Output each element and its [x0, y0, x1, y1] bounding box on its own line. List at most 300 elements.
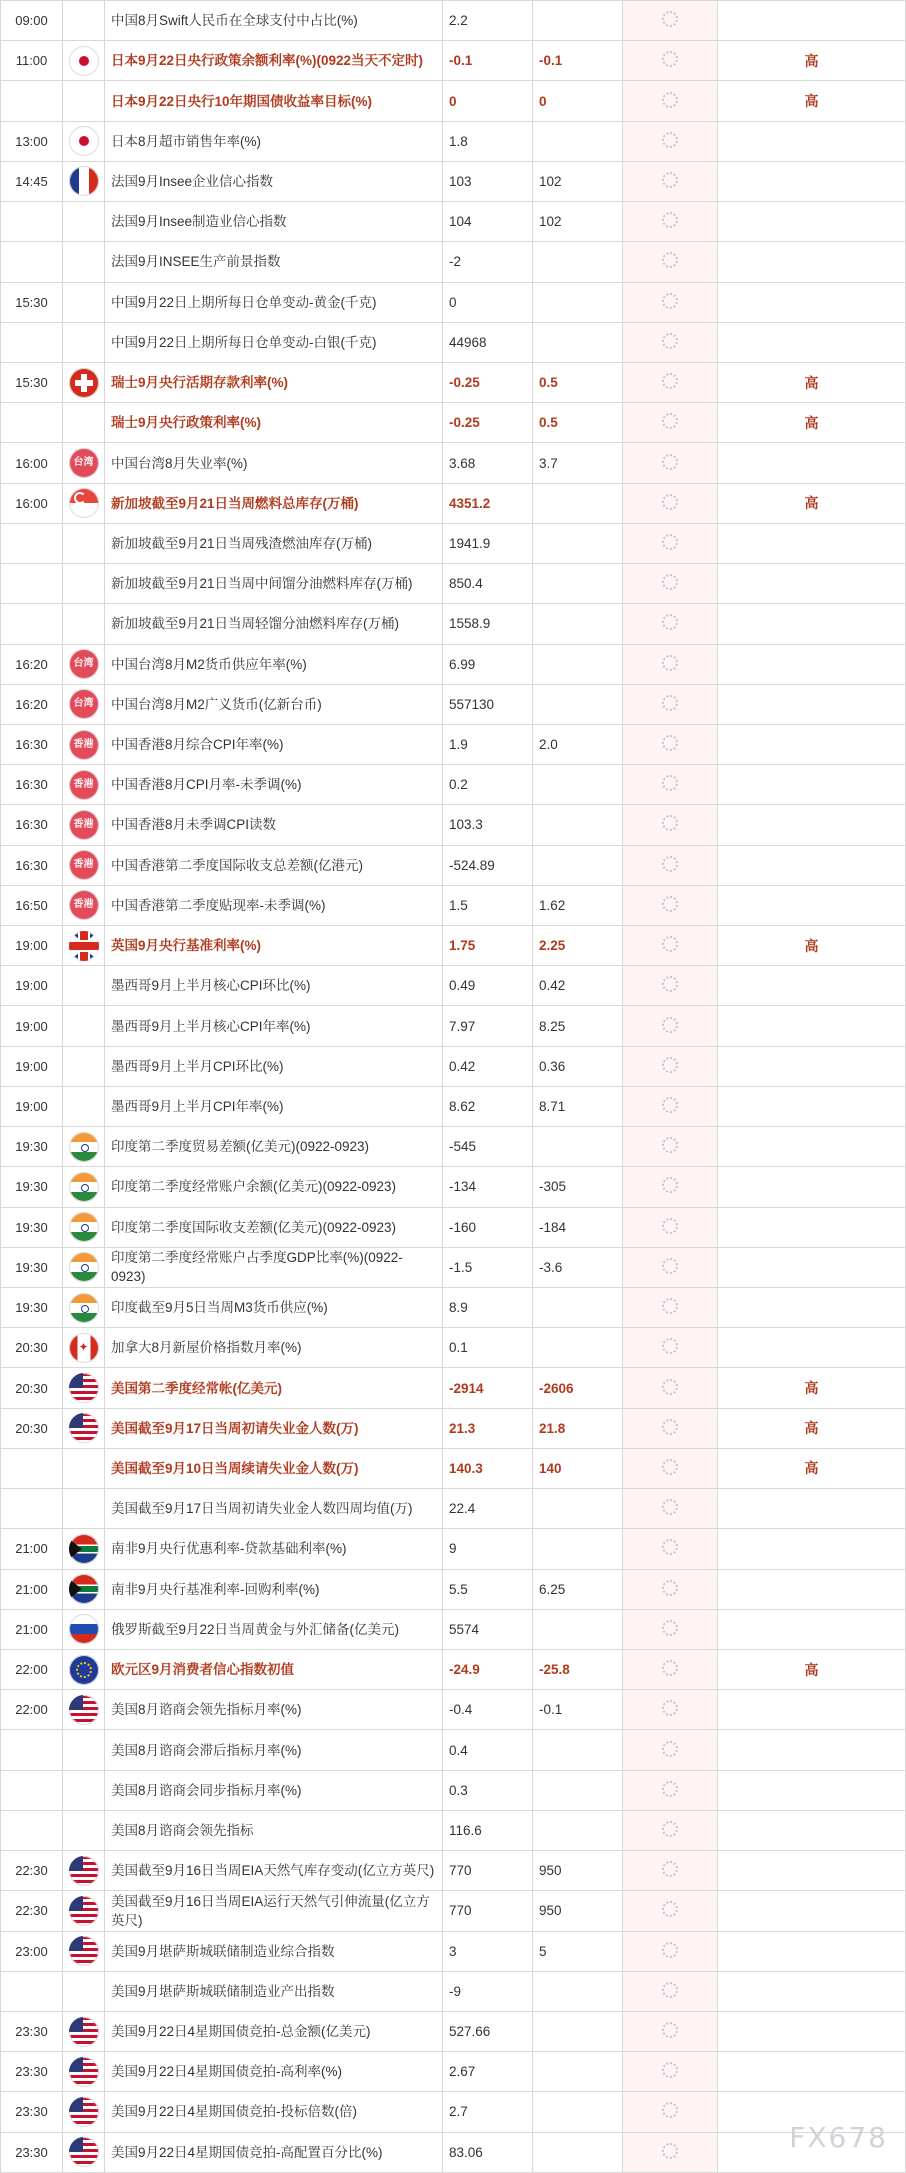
event-time [1, 202, 63, 242]
loading-icon [623, 1690, 718, 1730]
forecast-value: 0 [533, 81, 623, 121]
event-name: 美国9月22日4星期国债竞拍-高配置百分比(%) [105, 2132, 443, 2172]
previous-value: 5574 [443, 1609, 533, 1649]
country-flag-icon [63, 644, 105, 684]
table-row[interactable] [1, 1690, 906, 1730]
table-row[interactable] [1, 1207, 906, 1247]
flag-tw-icon: 台湾 [69, 448, 99, 478]
loading-icon [623, 483, 718, 523]
table-row[interactable] [1, 684, 906, 724]
event-name: 法国9月Insee企业信心指数 [105, 161, 443, 201]
loading-icon [623, 1408, 718, 1448]
event-time [1, 523, 63, 563]
table-row[interactable] [1, 322, 906, 362]
flag-tw-icon: 台湾 [69, 649, 99, 679]
event-name: 美国截至9月17日当周初请失业金人数四周均值(万) [105, 1489, 443, 1529]
country-flag-icon [63, 1167, 105, 1207]
loading-icon [623, 1086, 718, 1126]
importance-badge [718, 604, 906, 644]
table-row[interactable] [1, 1368, 906, 1408]
event-name: 日本8月超市销售年率(%) [105, 121, 443, 161]
event-time [1, 1770, 63, 1810]
table-row[interactable] [1, 1891, 906, 1931]
loading-spinner-icon [662, 2102, 678, 2118]
table-row[interactable] [1, 1448, 906, 1488]
country-flag-icon [63, 1770, 105, 1810]
importance-badge [718, 1288, 906, 1328]
event-name: 南非9月央行基准利率-回购利率(%) [105, 1569, 443, 1609]
importance-badge [718, 1529, 906, 1569]
importance-badge [718, 121, 906, 161]
event-name: 中国香港8月综合CPI年率(%) [105, 724, 443, 764]
loading-spinner-icon [662, 856, 678, 872]
event-time: 16:00 [1, 483, 63, 523]
forecast-value: 0.36 [533, 1046, 623, 1086]
importance-badge: 高 [718, 81, 906, 121]
loading-spinner-icon [662, 1539, 678, 1555]
loading-icon [623, 322, 718, 362]
importance-badge [718, 966, 906, 1006]
forecast-value [533, 282, 623, 322]
forecast-value [533, 1, 623, 41]
loading-icon [623, 121, 718, 161]
loading-icon [623, 2011, 718, 2051]
event-name: 中国香港8月CPI月率-未季调(%) [105, 765, 443, 805]
event-name: 美国9月22日4星期国债竞拍-总金额(亿美元) [105, 2011, 443, 2051]
event-time [1, 564, 63, 604]
importance-badge [718, 1247, 906, 1287]
forecast-value [533, 1770, 623, 1810]
event-name: 美国8月谘商会滞后指标月率(%) [105, 1730, 443, 1770]
event-name: 中国9月22日上期所每日仓单变动-黄金(千克) [105, 282, 443, 322]
event-name: 美国9月22日4星期国债竞拍-高利率(%) [105, 2052, 443, 2092]
table-row[interactable] [1, 926, 906, 966]
forecast-value [533, 1810, 623, 1850]
country-flag-icon [63, 362, 105, 402]
event-time: 14:45 [1, 161, 63, 201]
country-flag-icon [63, 1609, 105, 1649]
forecast-value: 2.25 [533, 926, 623, 966]
event-time: 11:00 [1, 41, 63, 81]
table-row[interactable] [1, 1408, 906, 1448]
loading-spinner-icon [662, 1379, 678, 1395]
table-row[interactable] [1, 1489, 906, 1529]
loading-icon [623, 41, 718, 81]
country-flag-icon [63, 1489, 105, 1529]
loading-icon [623, 564, 718, 604]
event-name: 中国台湾8月M2广义货币(亿新台币) [105, 684, 443, 724]
flag-jp-icon [69, 126, 99, 156]
event-time [1, 604, 63, 644]
table-row[interactable] [1, 564, 906, 604]
previous-value: 1.8 [443, 121, 533, 161]
previous-value: 3 [443, 1931, 533, 1971]
event-time: 15:30 [1, 282, 63, 322]
country-flag-icon [63, 242, 105, 282]
loading-icon [623, 1, 718, 41]
importance-badge: 高 [718, 41, 906, 81]
flag-us-icon [69, 1856, 99, 1886]
loading-spinner-icon [662, 655, 678, 671]
country-flag-icon [63, 1288, 105, 1328]
country-flag-icon [63, 1810, 105, 1850]
table-row[interactable] [1, 523, 906, 563]
event-name: 墨西哥9月上半月CPI环比(%) [105, 1046, 443, 1086]
importance-badge: 高 [718, 1448, 906, 1488]
loading-spinner-icon [662, 1580, 678, 1596]
table-row[interactable] [1, 242, 906, 282]
loading-spinner-icon [662, 1982, 678, 1998]
importance-badge [718, 1086, 906, 1126]
country-flag-icon [63, 2132, 105, 2172]
event-time: 19:00 [1, 1046, 63, 1086]
table-row[interactable] [1, 1, 906, 41]
event-name: 日本9月22日央行政策余额利率(%)(0922当天不定时) [105, 41, 443, 81]
table-row[interactable] [1, 282, 906, 322]
table-row[interactable] [1, 1770, 906, 1810]
loading-icon [623, 1288, 718, 1328]
loading-icon [623, 1207, 718, 1247]
loading-spinner-icon [662, 1258, 678, 1274]
loading-spinner-icon [662, 92, 678, 108]
flag-in-icon [69, 1293, 99, 1323]
loading-icon [623, 1609, 718, 1649]
table-row[interactable] [1, 362, 906, 402]
event-time [1, 1971, 63, 2011]
flag-in-icon [69, 1252, 99, 1282]
event-name: 南非9月央行优惠利率-贷款基础利率(%) [105, 1529, 443, 1569]
country-flag-icon [63, 41, 105, 81]
country-flag-icon [63, 684, 105, 724]
loading-icon [623, 1529, 718, 1569]
loading-spinner-icon [662, 614, 678, 630]
loading-spinner-icon [662, 775, 678, 791]
table-row[interactable] [1, 1127, 906, 1167]
table-row[interactable] [1, 644, 906, 684]
importance-badge: 高 [718, 483, 906, 523]
flag-ch-icon [69, 368, 99, 398]
loading-icon [623, 1006, 718, 1046]
country-flag-icon [63, 1328, 105, 1368]
event-name: 印度第二季度国际收支差额(亿美元)(0922-0923) [105, 1207, 443, 1247]
country-flag-icon [63, 1971, 105, 2011]
table-row[interactable] [1, 161, 906, 201]
forecast-value: 8.71 [533, 1086, 623, 1126]
table-row[interactable] [1, 765, 906, 805]
table-row[interactable] [1, 1609, 906, 1649]
loading-icon [623, 1046, 718, 1086]
table-row[interactable] [1, 1931, 906, 1971]
table-row[interactable] [1, 202, 906, 242]
country-flag-icon [63, 805, 105, 845]
table-row[interactable] [1, 1971, 906, 2011]
loading-icon [623, 1368, 718, 1408]
loading-icon [623, 724, 718, 764]
importance-badge: 高 [718, 362, 906, 402]
loading-icon [623, 161, 718, 201]
event-name: 瑞士9月央行政策利率(%) [105, 403, 443, 443]
previous-value: 0 [443, 81, 533, 121]
country-flag-icon [63, 403, 105, 443]
loading-spinner-icon [662, 1781, 678, 1797]
loading-icon [623, 845, 718, 885]
previous-value: 527.66 [443, 2011, 533, 2051]
event-name: 新加坡截至9月21日当周燃料总库存(万桶) [105, 483, 443, 523]
importance-badge [718, 1810, 906, 1850]
country-flag-icon [63, 483, 105, 523]
table-row[interactable] [1, 1569, 906, 1609]
table-row[interactable] [1, 966, 906, 1006]
table-row[interactable] [1, 1649, 906, 1689]
country-flag-icon [63, 2052, 105, 2092]
forecast-value [533, 2052, 623, 2092]
previous-value: 2.2 [443, 1, 533, 41]
loading-icon [623, 1167, 718, 1207]
table-row[interactable] [1, 1529, 906, 1569]
previous-value: 4351.2 [443, 483, 533, 523]
loading-spinner-icon [662, 1499, 678, 1515]
event-time: 20:30 [1, 1408, 63, 1448]
event-name: 新加坡截至9月21日当周残渣燃油库存(万桶) [105, 523, 443, 563]
table-row[interactable] [1, 885, 906, 925]
previous-value: 557130 [443, 684, 533, 724]
forecast-value [533, 2011, 623, 2051]
event-time [1, 403, 63, 443]
loading-icon [623, 1247, 718, 1287]
flag-jp-icon [69, 46, 99, 76]
country-flag-icon [63, 926, 105, 966]
importance-badge: 高 [718, 1368, 906, 1408]
importance-badge [718, 202, 906, 242]
importance-badge [718, 1006, 906, 1046]
event-time: 23:30 [1, 2132, 63, 2172]
loading-spinner-icon [662, 1660, 678, 1676]
table-row[interactable] [1, 1247, 906, 1287]
country-flag-icon [63, 1207, 105, 1247]
forecast-value [533, 604, 623, 644]
event-name: 墨西哥9月上半月核心CPI年率(%) [105, 1006, 443, 1046]
previous-value: 1941.9 [443, 523, 533, 563]
loading-spinner-icon [662, 494, 678, 510]
table-row[interactable] [1, 1006, 906, 1046]
event-name: 法国9月Insee制造业信心指数 [105, 202, 443, 242]
country-flag-icon [63, 1891, 105, 1931]
loading-spinner-icon [662, 2022, 678, 2038]
previous-value: 1.9 [443, 724, 533, 764]
forecast-value: 2.0 [533, 724, 623, 764]
country-flag-icon [63, 564, 105, 604]
event-name: 印度第二季度经常账户余额(亿美元)(0922-0923) [105, 1167, 443, 1207]
country-flag-icon [63, 81, 105, 121]
loading-spinner-icon [662, 413, 678, 429]
previous-value: 7.97 [443, 1006, 533, 1046]
table-row[interactable] [1, 2092, 906, 2132]
forecast-value: 5 [533, 1931, 623, 1971]
previous-value: 0.3 [443, 1770, 533, 1810]
event-time: 16:30 [1, 845, 63, 885]
forecast-value [533, 1730, 623, 1770]
importance-badge [718, 684, 906, 724]
loading-spinner-icon [662, 373, 678, 389]
country-flag-icon [63, 322, 105, 362]
flag-hk-icon: 香港 [69, 810, 99, 840]
forecast-value [533, 2132, 623, 2172]
event-name: 加拿大8月新屋价格指数月率(%) [105, 1328, 443, 1368]
previous-value: -545 [443, 1127, 533, 1167]
importance-badge [718, 885, 906, 925]
event-name: 中国9月22日上期所每日仓单变动-白银(千克) [105, 322, 443, 362]
flag-ca-icon [69, 1333, 99, 1363]
event-name: 美国截至9月16日当周EIA运行天然气引伸流量(亿立方英尺) [105, 1891, 443, 1931]
flag-hk-icon: 香港 [69, 730, 99, 760]
table-row[interactable] [1, 2132, 906, 2172]
country-flag-icon [63, 1, 105, 41]
event-time: 19:00 [1, 1086, 63, 1126]
table-row[interactable] [1, 1810, 906, 1850]
loading-spinner-icon [662, 293, 678, 309]
loading-icon [623, 2092, 718, 2132]
event-name: 印度截至9月5日当周M3货币供应(%) [105, 1288, 443, 1328]
loading-icon [623, 2132, 718, 2172]
previous-value: -0.1 [443, 41, 533, 81]
table-row[interactable] [1, 483, 906, 523]
importance-badge [718, 724, 906, 764]
loading-icon [623, 1328, 718, 1368]
country-flag-icon [63, 1127, 105, 1167]
country-flag-icon [63, 1529, 105, 1569]
importance-badge: 高 [718, 926, 906, 966]
table-row[interactable] [1, 1288, 906, 1328]
forecast-value: -3.6 [533, 1247, 623, 1287]
event-name: 美国第二季度经常帐(亿美元) [105, 1368, 443, 1408]
event-name: 美国9月堪萨斯城联储制造业产出指数 [105, 1971, 443, 2011]
event-time: 22:30 [1, 1851, 63, 1891]
event-time: 13:00 [1, 121, 63, 161]
importance-badge [718, 644, 906, 684]
previous-value: -0.4 [443, 1690, 533, 1730]
forecast-value: 0.42 [533, 966, 623, 1006]
country-flag-icon [63, 1247, 105, 1287]
table-row[interactable] [1, 1167, 906, 1207]
forecast-value: 950 [533, 1891, 623, 1931]
country-flag-icon [63, 765, 105, 805]
flag-za-icon [69, 1574, 99, 1604]
importance-badge [718, 2052, 906, 2092]
previous-value: 103.3 [443, 805, 533, 845]
previous-value: 6.99 [443, 644, 533, 684]
country-flag-icon [63, 1006, 105, 1046]
event-name: 中国台湾8月M2货币供应年率(%) [105, 644, 443, 684]
forecast-value: 0.5 [533, 403, 623, 443]
event-time: 22:00 [1, 1690, 63, 1730]
forecast-value [533, 523, 623, 563]
importance-badge [718, 242, 906, 282]
event-time: 16:50 [1, 885, 63, 925]
event-time: 23:30 [1, 2092, 63, 2132]
loading-spinner-icon [662, 212, 678, 228]
loading-icon [623, 1448, 718, 1488]
flag-us-icon [69, 1896, 99, 1926]
table-row[interactable] [1, 81, 906, 121]
importance-badge [718, 1690, 906, 1730]
previous-value: 116.6 [443, 1810, 533, 1850]
loading-spinner-icon [662, 1901, 678, 1917]
loading-icon [623, 684, 718, 724]
country-flag-icon [63, 885, 105, 925]
table-row[interactable] [1, 845, 906, 885]
country-flag-icon [63, 161, 105, 201]
event-name: 俄罗斯截至9月22日当周黄金与外汇储备(亿美元) [105, 1609, 443, 1649]
event-name: 英国9月央行基准利率(%) [105, 926, 443, 966]
forecast-value [533, 1127, 623, 1167]
event-name: 欧元区9月消费者信心指数初值 [105, 1649, 443, 1689]
loading-spinner-icon [662, 976, 678, 992]
country-flag-icon [63, 1086, 105, 1126]
table-row[interactable] [1, 724, 906, 764]
table-row[interactable] [1, 1328, 906, 1368]
table-row[interactable] [1, 2052, 906, 2092]
event-name: 印度第二季度贸易差额(亿美元)(0922-0923) [105, 1127, 443, 1167]
forecast-value [533, 242, 623, 282]
importance-badge [718, 523, 906, 563]
table-row[interactable] [1, 1046, 906, 1086]
table-row[interactable] [1, 1851, 906, 1891]
flag-us-icon [69, 2057, 99, 2087]
table-row[interactable] [1, 403, 906, 443]
loading-spinner-icon [662, 11, 678, 27]
loading-icon [623, 523, 718, 563]
event-time: 16:30 [1, 805, 63, 845]
flag-hk-icon: 香港 [69, 850, 99, 880]
loading-spinner-icon [662, 2062, 678, 2078]
table-row[interactable] [1, 443, 906, 483]
country-flag-icon [63, 966, 105, 1006]
loading-spinner-icon [662, 534, 678, 550]
table-row[interactable] [1, 121, 906, 161]
importance-badge: 高 [718, 1408, 906, 1448]
table-row[interactable] [1, 604, 906, 644]
forecast-value: 950 [533, 1851, 623, 1891]
previous-value: -2 [443, 242, 533, 282]
previous-value: 21.3 [443, 1408, 533, 1448]
event-time [1, 1448, 63, 1488]
forecast-value: 102 [533, 202, 623, 242]
previous-value: 2.7 [443, 2092, 533, 2132]
country-flag-icon [63, 1569, 105, 1609]
table-row[interactable] [1, 805, 906, 845]
importance-badge [718, 2011, 906, 2051]
importance-badge [718, 805, 906, 845]
previous-value: 1.75 [443, 926, 533, 966]
previous-value: 3.68 [443, 443, 533, 483]
event-time [1, 1730, 63, 1770]
flag-uk-icon [69, 931, 99, 961]
event-time: 22:00 [1, 1649, 63, 1689]
table-row[interactable] [1, 1086, 906, 1126]
forecast-value: 6.25 [533, 1569, 623, 1609]
table-row[interactable] [1, 1730, 906, 1770]
importance-badge [718, 322, 906, 362]
forecast-value [533, 322, 623, 362]
forecast-value [533, 684, 623, 724]
loading-spinner-icon [662, 1338, 678, 1354]
loading-spinner-icon [662, 1620, 678, 1636]
previous-value: -160 [443, 1207, 533, 1247]
event-time: 16:30 [1, 724, 63, 764]
table-row[interactable] [1, 2011, 906, 2051]
loading-spinner-icon [662, 1861, 678, 1877]
table-row[interactable] [1, 41, 906, 81]
